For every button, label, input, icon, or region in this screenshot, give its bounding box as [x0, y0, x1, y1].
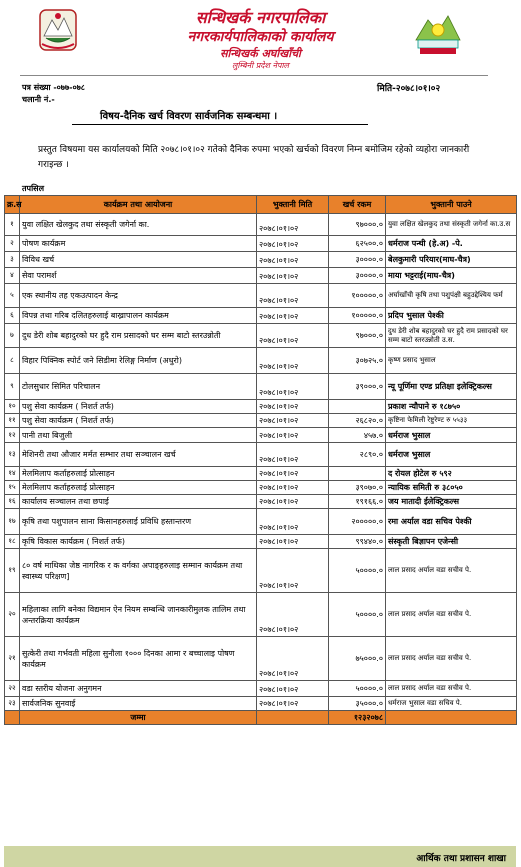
row-program: एक स्थानीय तह एकउत्पादन केन्द्र: [20, 284, 257, 308]
row-date: २०७८।०१।०२: [257, 495, 329, 509]
row-date: २०७८।०१।०२: [257, 268, 329, 284]
row-serial: १०: [5, 400, 20, 414]
row-amount: १०००००.०: [329, 308, 386, 324]
table-row: [5, 495, 517, 509]
row-serial: ११: [5, 414, 20, 428]
table-row: [5, 214, 517, 236]
row-amount: ९९४४०.०: [329, 535, 386, 549]
row-program: मेशिनरी तथा औजार मर्मत सम्भार तथा सञ्चालन खर्च: [20, 443, 257, 467]
row-serial: ९: [5, 374, 20, 400]
row-amount: ६२५००.०: [329, 236, 386, 252]
office-location: सन्धिखर्क अर्घाखाँची: [220, 47, 301, 60]
table-header-row: [5, 196, 517, 214]
row-serial: ८: [5, 348, 20, 374]
row-payee: द रोयल होटेल रु ५९२: [386, 467, 517, 481]
row-amount: ९७०००.०: [329, 324, 386, 348]
row-date: २०७८।०१।०२: [257, 509, 329, 535]
municipality-name: सन्धिखर्क नगरपालिका: [195, 8, 326, 27]
row-program: पोषण कार्यक्रम: [20, 236, 257, 252]
col-header-amount: खर्च रकम: [329, 196, 386, 214]
row-payee: लाल प्रसाद अर्याल वडा सचीव पे.: [386, 637, 517, 681]
row-payee: धर्मराज भुसाल: [386, 443, 517, 467]
table-row: [5, 697, 517, 711]
total-label: जम्मा: [20, 711, 257, 725]
row-program: विहार पिक्निक स्पोर्ट जने सिडीमा रेलिङ्ग निर्माण (अधुरो): [20, 348, 257, 374]
row-serial: १५: [5, 481, 20, 495]
col-header-date: भुक्तानी मिति: [257, 196, 329, 214]
row-date: २०७८।०१।०२: [257, 467, 329, 481]
row-date: २०७८।०१।०२: [257, 681, 329, 697]
row-payee: कृष्ण प्रसाद भुसाल: [386, 348, 517, 374]
col-header-sn: क्र.स: [5, 196, 20, 214]
table-row: [5, 268, 517, 284]
row-serial: १४: [5, 467, 20, 481]
row-serial: २२: [5, 681, 20, 697]
section-name: आर्थिक तथा प्रशासन शाखा: [416, 854, 506, 864]
row-program: सुत्केरी तथा गर्भवती महिला सुनौला १००० दिनका आमा र बच्चालाइ पोषण कार्यक्रम: [20, 637, 257, 681]
row-amount: ३००००.०: [329, 268, 386, 284]
row-payee: धर्मराज पन्थी (हे.अ) -पे.: [386, 236, 517, 252]
total-empty-cell: [386, 711, 517, 725]
row-program: पानी तथा बिजुली: [20, 428, 257, 443]
row-program: दुध डेरी शोब बहादुरको घर हुदै राम प्रसादको घर सम्म बाटो स्तरउन्नोती: [20, 324, 257, 348]
col-header-program: कार्यक्रम तथा आयोजना: [20, 196, 257, 214]
office-name: नगरकार्यपालिकाको कार्यालय: [187, 29, 334, 45]
row-date: २०७८।०१।०२: [257, 348, 329, 374]
row-program: मेलमिलाप कर्ताहरुलाई प्रोत्साहन: [20, 481, 257, 495]
dispatch-number: चलानी नं.-: [22, 95, 55, 104]
letter-date: मिति-२०७८।०१।०२: [377, 84, 441, 94]
letter-body: प्रस्तुत विषयमा यस कार्यालयको मिति २०७८।०१।०२ गतेको दैनिक रुपमा भएको खर्चको विवरण निम्न बमोजिम रहेको व्यहोरा जानकारी गराइन्छ ।: [38, 145, 470, 170]
total-amount: १२३२०७८: [329, 711, 386, 725]
row-amount: ७५०००.०: [329, 637, 386, 681]
subject-underline: [72, 124, 368, 125]
header-divider: [20, 75, 488, 76]
row-payee: लाल प्रसाद अर्याल वडा सचीव पे.: [386, 593, 517, 637]
row-date: २०७८।०१।०२: [257, 637, 329, 681]
row-serial: १९: [5, 549, 20, 593]
row-serial: २०: [5, 593, 20, 637]
row-program: सेवा परामर्श: [20, 268, 257, 284]
table-row: [5, 252, 517, 268]
expense-table: [4, 195, 517, 725]
table-row: [5, 481, 517, 495]
row-amount: ५००००.०: [329, 593, 386, 637]
row-amount: [329, 400, 386, 414]
row-payee: बेलकुमारी परियार(माघ-चैत्र): [386, 252, 517, 268]
row-date: २०७८।०१।०२: [257, 443, 329, 467]
table-row: [5, 467, 517, 481]
table-row: [5, 637, 517, 681]
row-payee: प्रदिप भुसाल पेश्की: [386, 308, 517, 324]
row-program: कार्यालय सञ्चालन तथा छपाई: [20, 495, 257, 509]
table-row: [5, 535, 517, 549]
row-payee: दुध डेरी शोब बहादुरको घर हुदै राम प्रसादको घर सम्म बाटो स्तरउन्नोती उ.स.: [386, 324, 517, 348]
row-program: कृषि विकास कार्यक्रम ( निशर्त तर्फ): [20, 535, 257, 549]
annex-label: तपसिल: [22, 184, 45, 193]
row-date: २०७८।०१।०२: [257, 252, 329, 268]
row-payee: लाल प्रसाद अर्याल वडा सचीव पे.: [386, 681, 517, 697]
table-row: [5, 509, 517, 535]
row-serial: १: [5, 214, 20, 236]
row-date: २०७८।०१।०२: [257, 535, 329, 549]
row-date: २०७८।०१।०२: [257, 284, 329, 308]
row-serial: ७: [5, 324, 20, 348]
row-program: सार्वजनिक सुनवाई: [20, 697, 257, 711]
row-program: ८० वर्ष माथिका जेष्ठ नागरिक र क वर्गका अपाङ्हरुलाइ सम्मान कार्यक्रम तथा स्वास्थ्य परिक्षण]: [20, 549, 257, 593]
row-amount: ३५०००.०: [329, 697, 386, 711]
row-payee: न्यू पूर्णिमा एण्ड प्रतिक्षा इलेक्ट्रिकल्स: [386, 374, 517, 400]
table-row: [5, 236, 517, 252]
col-header-payee: भुक्तानी पाउने: [386, 196, 517, 214]
table-row: [5, 374, 517, 400]
letterhead: [0, 0, 521, 72]
table-row: [5, 681, 517, 697]
row-program: विपन्न तथा गरिब दलितहरुलाई बाख्रापालन कार्यक्रम: [20, 308, 257, 324]
row-program: पशु सेवा कार्यक्रम ( निशर्त तर्फ): [20, 400, 257, 414]
row-payee: न्यायिक समिती रु ३८०५०: [386, 481, 517, 495]
row-date: २०७८।०१।०२: [257, 236, 329, 252]
row-payee: कृष्टिना फेमिली रेष्टुरेण्ट रु ५५३३: [386, 414, 517, 428]
table-row: [5, 324, 517, 348]
table-row: [5, 414, 517, 428]
total-empty-cell: [257, 711, 329, 725]
row-payee: जय मातादी ईलेक्ट्रिकल्स: [386, 495, 517, 509]
row-date: २०७८।०१।०२: [257, 697, 329, 711]
row-amount: ३९०००.०: [329, 374, 386, 400]
row-serial: ४: [5, 268, 20, 284]
table-row: [5, 308, 517, 324]
row-serial: १३: [5, 443, 20, 467]
row-amount: १०००००.०: [329, 284, 386, 308]
row-serial: १७: [5, 509, 20, 535]
row-payee: धर्मराज भुसाल वडा सचिव पे.: [386, 697, 517, 711]
table-row: [5, 549, 517, 593]
row-serial: ५: [5, 284, 20, 308]
row-amount: ३००००.०: [329, 252, 386, 268]
row-date: २०७८।०१।०२: [257, 214, 329, 236]
row-serial: २: [5, 236, 20, 252]
table-row: [5, 428, 517, 443]
row-amount: २८९०.०: [329, 443, 386, 467]
table-row: [5, 348, 517, 374]
row-amount: ९७०००.०: [329, 214, 386, 236]
row-program: युवा लक्षित खेलकुद तथा संस्कृती जगेर्ना का.: [20, 214, 257, 236]
row-amount: ४५७.०: [329, 428, 386, 443]
total-empty-cell: [5, 711, 20, 725]
row-program: विविध खर्च: [20, 252, 257, 268]
row-program: पशु सेवा कार्यक्रम ( निशर्त तर्फ): [20, 414, 257, 428]
row-date: २०७८।०१।०२: [257, 549, 329, 593]
row-program: टोलसुधार सिमित परिचालन: [20, 374, 257, 400]
table-row: [5, 443, 517, 467]
row-amount: [329, 467, 386, 481]
row-payee: संस्कृती बिज्ञापन एजेन्सी: [386, 535, 517, 549]
letter-subject: विषय-दैनिक खर्च विवरण सार्वजनिक सम्बन्धमा ।: [100, 111, 278, 122]
row-program: महिलाका लागि बनेका विद्यमान ऐन नियम सम्बन्धि जानकारीमुलक तालिम तथा अन्तरक्रिया कार्यक्रम: [20, 593, 257, 637]
row-amount: ५००००.०: [329, 549, 386, 593]
row-date: २०७८।०१।०२: [257, 308, 329, 324]
row-serial: २१: [5, 637, 20, 681]
row-payee: माया भट्टराई(माघ-चैत्र): [386, 268, 517, 284]
table-row: [5, 593, 517, 637]
row-serial: १२: [5, 428, 20, 443]
row-serial: १६: [5, 495, 20, 509]
row-amount: १९१६६.०: [329, 495, 386, 509]
table-row: [5, 400, 517, 414]
row-program: कृषि तथा पशुपालन साना किसानहरुलाई प्रविधि हस्तान्तरण: [20, 509, 257, 535]
row-payee: रमा अर्याल वडा सचिव पेश्की: [386, 509, 517, 535]
row-amount: ५००००.०: [329, 681, 386, 697]
row-payee: धर्मराज भुसाल: [386, 428, 517, 443]
row-payee: युवा लक्षित खेलकुद तथा संस्कृती जगेर्ना का.उ.स: [386, 214, 517, 236]
row-amount: २६८२०.०: [329, 414, 386, 428]
row-date: २०७८।०१।०२: [257, 414, 329, 428]
row-date: २०७८।०१।०२: [257, 593, 329, 637]
row-program: वडा स्तरीय योजना अनुगमन: [20, 681, 257, 697]
row-serial: ६: [5, 308, 20, 324]
row-date: २०७८।०१।०२: [257, 481, 329, 495]
row-serial: १८: [5, 535, 20, 549]
row-amount: ३०७२५.०: [329, 348, 386, 374]
footer-bar: [4, 846, 516, 867]
row-date: २०७८।०१।०२: [257, 324, 329, 348]
reference-number: पत्र संख्या -०७७-०७८: [22, 83, 85, 92]
row-amount: २०००००.०: [329, 509, 386, 535]
row-amount: ३९०७०.०: [329, 481, 386, 495]
row-payee: लाल प्रसाद अर्याल वडा सचीव पे.: [386, 549, 517, 593]
row-payee: प्रकाश न्यौपाने रु १८७५०: [386, 400, 517, 414]
total-row: [5, 711, 517, 725]
row-date: २०७८।०१।०२: [257, 400, 329, 414]
row-serial: ३: [5, 252, 20, 268]
row-serial: २३: [5, 697, 20, 711]
table-row: [5, 284, 517, 308]
row-date: २०७८।०१।०२: [257, 374, 329, 400]
row-payee: अर्घाखाँची कृषि तथा पशुपंक्षी बहुउद्देश्यिय फर्म: [386, 284, 517, 308]
province-name: लुम्बिनी प्रदेश नेपाल: [232, 61, 289, 70]
row-program: मेलमिलाप कर्ताहरुलाई प्रोत्साहन: [20, 467, 257, 481]
row-date: २०७८।०१।०२: [257, 428, 329, 443]
